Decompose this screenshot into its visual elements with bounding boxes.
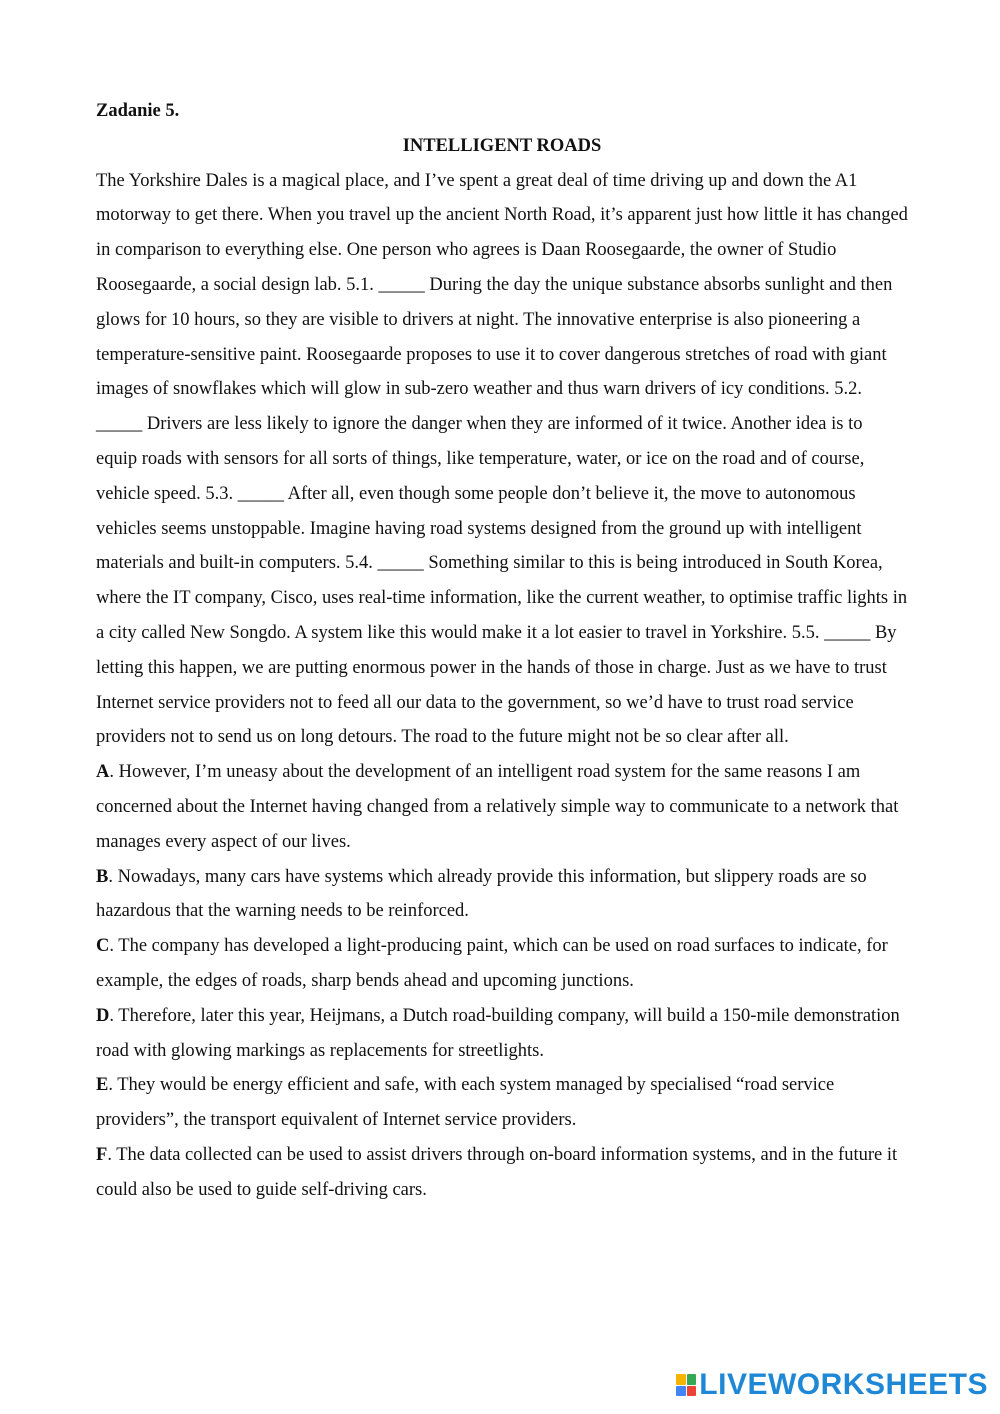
option-letter: D	[96, 1005, 110, 1026]
worksheet-page	[96, 94, 908, 1208]
option-letter: C	[96, 936, 110, 957]
option-a	[96, 755, 908, 859]
option-letter: B	[96, 866, 109, 887]
option-letter: A	[96, 762, 110, 783]
liveworksheets-logo[interactable]	[676, 1370, 988, 1400]
option-text: . Therefore, later this year, Heijmans, a Dutch road-building company, will build a 150-mile demonstration road with glowing markings as replacements for streetlights.	[96, 1005, 900, 1061]
option-d	[96, 999, 908, 1069]
option-text: . They would be energy efficient and safe, with each system managed by specialised “road service providers”, the transport equivalent of Internet service providers.	[96, 1075, 835, 1131]
option-text: . Nowadays, many cars have systems which already provide this information, but slippery roads are so hazardous that the warning needs to be reinforced.	[96, 866, 867, 922]
option-f	[96, 1138, 908, 1208]
option-c	[96, 929, 908, 999]
option-text: . However, I’m uneasy about the development of an intelligent road system for the same reasons I am concerned about the Internet having changed from a relatively simple way to communicate to a network that manages every aspect of our lives.	[96, 762, 899, 852]
option-letter: E	[96, 1075, 109, 1096]
option-text: . The data collected can be used to assist drivers through on-board information systems, and in the future it could also be used to guide self-driving cars.	[96, 1144, 898, 1200]
main-text: The Yorkshire Dales is a magical place, and I’ve spent a great deal of time driving up and down the A1 motorway to get there. When you travel up the ancient North Road, it’s apparent just how little it has changed in comparison to everything else. One person who agrees is Daan Roosegaarde, the owner of Studio Roosegaarde, a social design lab. 5.1. _____ During the day the unique substance absorbs sunlight and then glows for 10 hours, so they are visible to drivers at night. The innovative enterprise is also pioneering a temperature-sensitive paint. Roosegaarde proposes to use it to cover dangerous stretches of road with giant images of snowflakes which will glow in sub-zero weather and thus warn drivers of icy conditions. 5.2. _____ Drivers are less likely to ignore the danger when they are informed of it twice. Another idea is to equip roads with sensors for all sorts of things, like temperature, water, or ice on the road and of course, vehicle speed. 5.3. _____ After all, even though some people don’t believe it, the move to autonomous vehicles seems unstoppable. Imagine having road systems designed from the ground up with intelligent materials and built-in computers. 5.4. _____ Something similar to this is being introduced in South Korea, where the IT company, Cisco, uses real-time information, like the current weather, to optimise traffic lights in a city called New Songdo. A system like this would make it a lot easier to travel in Yorkshire. 5.5. _____ By letting this happen, we are putting enormous power in the hands of those in charge. Just as we have to trust Internet service providers not to feed all our data to the government, so we’d have to trust road service providers not to send us on long detours. The road to the future might not be so clear after all.	[96, 170, 908, 748]
option-letter: F	[96, 1144, 108, 1165]
option-e	[96, 1068, 908, 1138]
logo-text: LIVEWORKSHEETS	[699, 1368, 988, 1401]
task-label: Zadanie 5.	[96, 101, 180, 121]
text-title: INTELLIGENT ROADS	[402, 135, 602, 156]
option-text: . The company has developed a light-producing paint, which can be used on road surfaces to indicate, for example, the edges of roads, sharp bends ahead and upcoming junctions.	[96, 936, 888, 991]
logo-grid-icon	[676, 1374, 696, 1396]
option-b	[96, 860, 908, 930]
